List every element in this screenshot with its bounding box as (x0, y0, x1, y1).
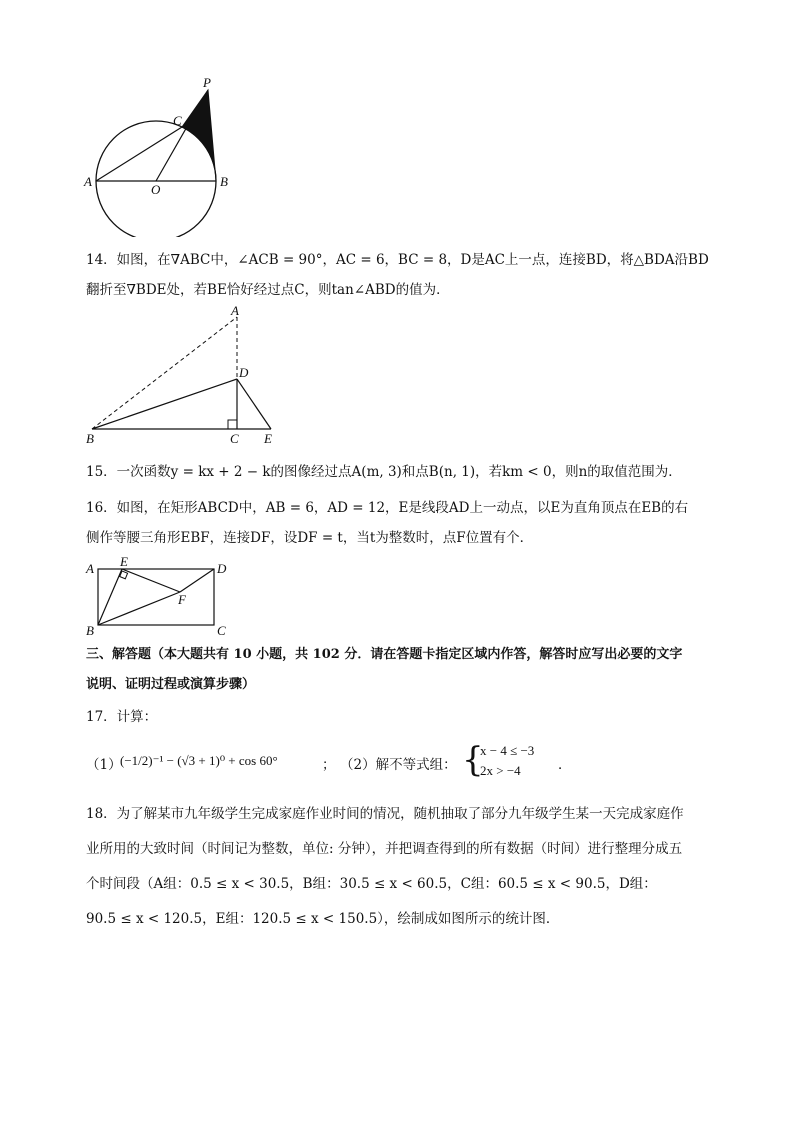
section-3-line-2: 说明、证明过程或演算步骤） (86, 677, 256, 692)
segment-ac (96, 127, 182, 181)
q16-line-2: 侧作等腰三角形EBF，连接DF，设DF = t，当t为整数时，点F位置有个． (86, 530, 534, 546)
segment-bd (92, 379, 237, 429)
label-c: C (173, 113, 182, 128)
label-b: B (220, 174, 228, 189)
q18-line-4: 90.5 ≤ x < 120.5，E组：120.5 ≤ x < 150.5），绘制成如图所示的统计图． (86, 911, 560, 927)
question-16 (86, 493, 716, 553)
q14-line-1: 14．如图，在∇ABC中，∠ACB = 90°，AC = 6，BC = 8，D是AC上一点，连接BD，将△BDA沿BD (86, 252, 709, 268)
label-d: D (239, 365, 249, 380)
q17-part1-label: （1） (86, 757, 122, 773)
q17-inequality-1: x − 4 ≤ −3 (480, 743, 535, 758)
label-o: O (151, 182, 161, 197)
rectangle-abcd (98, 569, 214, 625)
label-d: D (217, 561, 227, 576)
section-3-header (86, 640, 716, 700)
q15-line-1: 15．一次函数y = kx + 2 − k的图像经过点A(m, 3)和点B(n, 1)，若km < 0，则n的取值范围为． (86, 464, 682, 480)
question-15 (86, 457, 716, 487)
q17-end: ． (558, 757, 572, 773)
rectangle-figure (84, 555, 244, 637)
section-3-line-1: 三、解答题（本大题共有 10 小题，共 102 分．请在答题卡指定区域内作答，解答时应写出必要的文字 (86, 647, 683, 662)
label-e: E (120, 555, 128, 569)
triangle-fold-figure (84, 305, 284, 450)
label-b: B (86, 431, 94, 446)
q18-line-2: 业所用的大致时间（时间记为整数，单位: 分钟），并把调查得到的所有数据（时间）进行整理分成五 (86, 841, 683, 857)
q14-line-2: 翻折至∇BDE处，若BE恰好经过点C，则tan∠ABD的值为． (86, 282, 450, 298)
label-a: A (231, 305, 239, 318)
label-e: E (264, 431, 272, 446)
q17-title: 17．计算： (86, 709, 158, 725)
label-a: A (86, 561, 94, 576)
q17-part1-separator: ； (322, 757, 336, 773)
label-a: A (84, 174, 92, 189)
q16-line-1: 16．如图，在矩形ABCD中，AB = 6，AD = 12，E是线段AD上一动点，以E为直角顶点在EB的右 (86, 500, 689, 516)
label-b: B (86, 623, 94, 637)
label-c: C (230, 431, 239, 446)
right-angle-mark (228, 420, 237, 429)
q17-part1-expression: (−1/2)⁻¹ − (√3 + 1)⁰ + cos 60° (120, 753, 278, 768)
segment-de (237, 379, 271, 429)
circle-tangent-figure (80, 72, 240, 237)
question-18 (86, 797, 716, 937)
q17-inequality-2: 2x > −4 (480, 763, 521, 778)
label-c: C (217, 623, 226, 637)
question-17-title (86, 702, 716, 732)
system-brace: { (462, 740, 484, 780)
segment-fd (180, 569, 214, 592)
q18-line-3: 个时间段（A组：0.5 ≤ x < 30.5，B组：30.5 ≤ x < 60.5，C组：60.5 ≤ x < 90.5，D组： (86, 876, 657, 892)
question-14 (86, 245, 716, 305)
segment-ef (122, 569, 180, 592)
q17-part2-label: （2）解不等式组： (340, 757, 457, 773)
segment-ba-dashed (92, 317, 237, 429)
label-f: F (178, 592, 186, 607)
q18-line-1: 18．为了解某市九年级学生完成家庭作业时间的情况，随机抽取了部分九年级学生某一天完成家庭作 (86, 806, 684, 822)
shaded-region (182, 90, 216, 181)
label-p: P (203, 75, 211, 90)
